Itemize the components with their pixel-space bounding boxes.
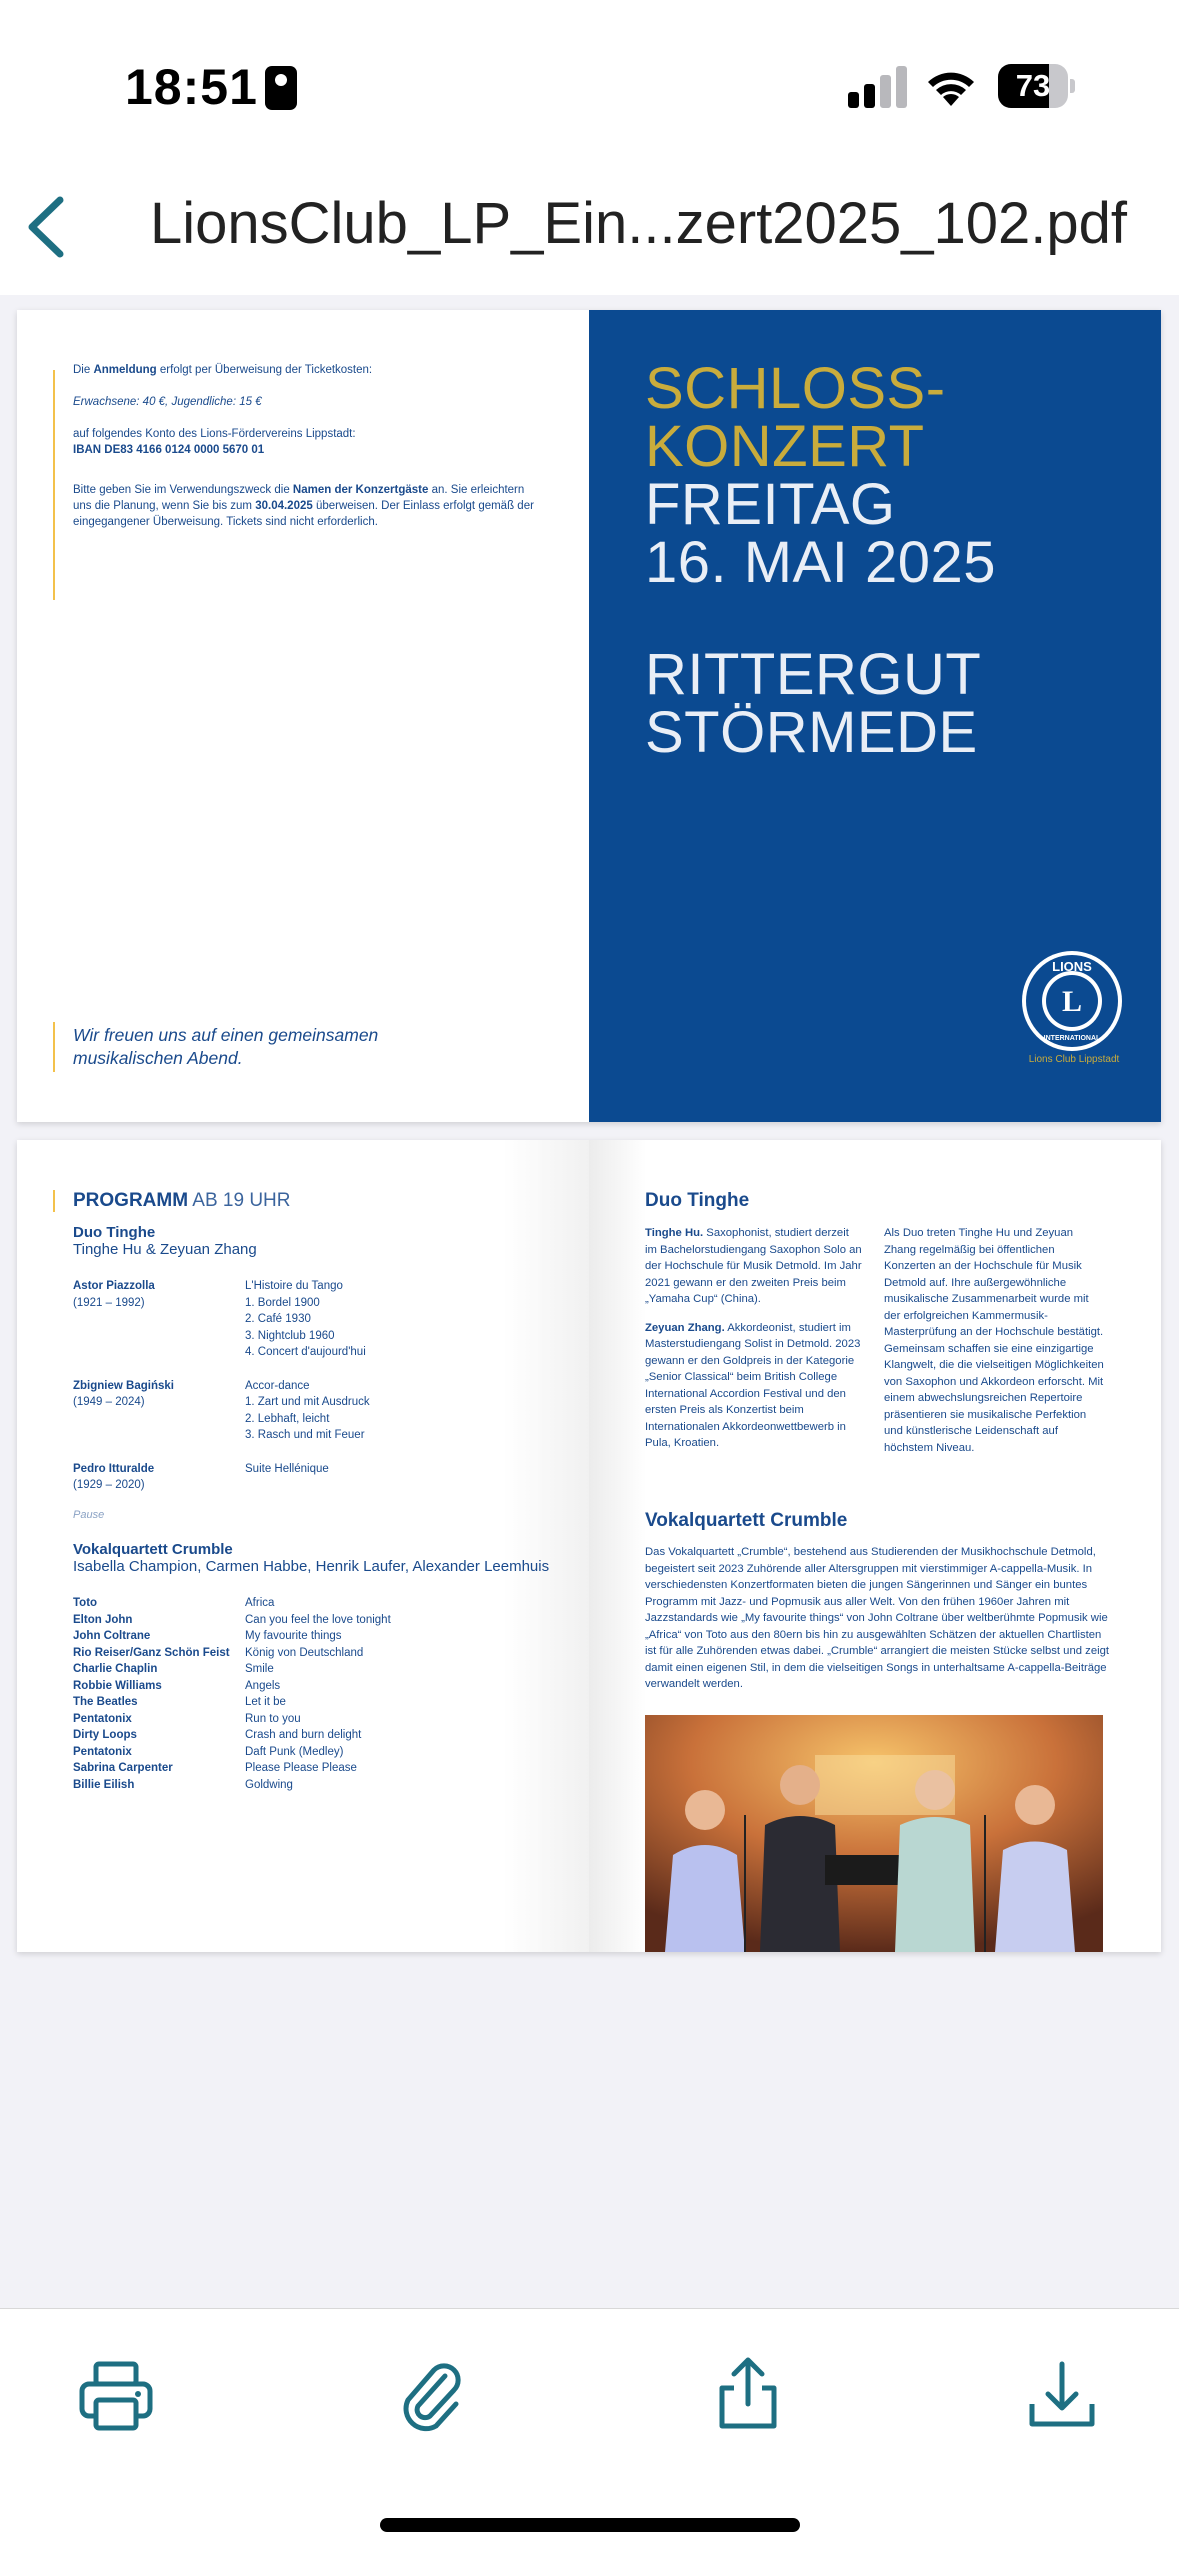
work-row bbox=[73, 1378, 573, 1461]
composer-name: Astor Piazzolla bbox=[73, 1280, 155, 1292]
song-artist: Elton John bbox=[73, 1613, 133, 1626]
club-name: Lions Club Lippstadt bbox=[1028, 1054, 1120, 1065]
duo-bio-title: Duo Tinghe bbox=[645, 1190, 750, 1211]
status-bar bbox=[0, 0, 1179, 150]
song-title: Goldwing bbox=[245, 1778, 293, 1791]
program-heading: PROGRAMM AB 19 UHR bbox=[73, 1190, 291, 1211]
songs-list bbox=[73, 1595, 573, 1793]
song-row bbox=[73, 1744, 573, 1761]
svg-text:INTERNATIONAL: INTERNATIONAL bbox=[1043, 1035, 1101, 1042]
song-row bbox=[73, 1645, 573, 1662]
song-artist: Charlie Chaplin bbox=[73, 1663, 158, 1675]
accent-line bbox=[53, 370, 55, 600]
song-row bbox=[73, 1678, 573, 1695]
page1-left-panel bbox=[17, 310, 589, 1122]
song-title: Angels bbox=[245, 1679, 281, 1692]
song-artist: Toto bbox=[73, 1597, 98, 1609]
song-title: König von Deutschland bbox=[245, 1646, 364, 1659]
work-title: 2. Café 1930 bbox=[245, 1313, 311, 1325]
wifi-icon bbox=[925, 62, 977, 108]
cover-date: 16. MAI 2025 bbox=[645, 530, 996, 595]
work-title: Accor-dance bbox=[245, 1379, 310, 1392]
song-row bbox=[73, 1777, 573, 1794]
song-row bbox=[73, 1760, 573, 1777]
svg-text:LIONS: LIONS bbox=[1052, 959, 1092, 974]
work-title: 3. Nightclub 1960 bbox=[245, 1329, 335, 1342]
song-artist: Rio Reiser/Ganz Schön Feist bbox=[73, 1646, 230, 1659]
pause-label: Pause bbox=[73, 1509, 105, 1521]
song-title: Let it be bbox=[245, 1696, 286, 1708]
cover-title-2: KONZERT bbox=[645, 414, 925, 479]
page1-cover-panel bbox=[589, 310, 1161, 1122]
work-title: Suite Hellénique bbox=[245, 1462, 329, 1475]
song-artist: The Beatles bbox=[73, 1696, 138, 1708]
quartet-photo bbox=[645, 1715, 1103, 1952]
song-artist: Pentatonix bbox=[73, 1745, 132, 1758]
composer-name: Pedro Itturalde bbox=[73, 1462, 155, 1475]
work-title: 1. Zart und mit Ausdruck bbox=[245, 1396, 370, 1408]
song-title: Africa bbox=[245, 1597, 275, 1609]
song-title: Please Please Please bbox=[245, 1762, 357, 1774]
cellular-signal-icon bbox=[848, 64, 908, 108]
pdf-page-1[interactable] bbox=[17, 310, 1161, 1122]
quartet-section: Vokalquartett Crumble Isabella Champion, Carmen Habbe, Henrik Laufer, Alexander Leemhuis bbox=[73, 1541, 550, 1575]
song-row bbox=[73, 1595, 573, 1612]
duo-section: Duo Tinghe Tinghe Hu & Zeyuan Zhang bbox=[73, 1224, 257, 1258]
duo-bio-col-1: Tinghe Hu. Saxophonist, studiert derzeit im Bachelorstudiengang Saxophon Solo an der Hochschule für Musik Detmold. Im Jahr 2021 gewann er den zweiten Preis beim „Yamaha Cup“ (China). Zeyuan Zhang. Akkordeonist, studiert im Masterstudiengang Solist in Detmold. 2023 gewann er den Goldpreis in der Kategorie „Senior Classical“ beim British College International Accordion Festival und den ersten Preis als Konzertist beim Internationalen Akkordeonwettbewerb in Pula, Kroatien. bbox=[645, 1227, 862, 1449]
lions-logo bbox=[1017, 947, 1127, 1055]
song-title: My favourite things bbox=[245, 1630, 342, 1642]
work-title: 2. Lebhaft, leicht bbox=[245, 1412, 330, 1425]
document-title: LionsClub_LP_Ein...zert2025_102.pdf bbox=[150, 191, 1128, 256]
song-artist: Dirty Loops bbox=[73, 1729, 137, 1741]
printer-icon[interactable] bbox=[76, 2354, 156, 2434]
work-title: L'Histoire du Tango bbox=[245, 1280, 343, 1292]
quartet-bio-text: Das Vokalquartett „Crumble“, bestehend aus Studierenden der Musikhochschule Detmold, begeistert seit 2023 Zuhörende aller Altersgruppen mit vierstimmiger A-cappella-Musik. In verschiedensten Konzertformaten bieten die jungen Sängerinnen und Sänger ein buntes Programm mit Jazz- und Popmusik aus aller Welt. Von den frühen 1960er Jahren mit Jazzstandards wie „My favourite things“ von John Coltrane über weltberühmte Popmusik wie „Africa“ von Toto aus den 80ern bis hin zu ausgewählten Schätzen der aktuellen Chartlisten ist für alle Zuhörenden etwas dabei. „Crumble“ arrangiert die meisten Stücke selbst und zeigt damit einen eigenen Stil, in dem die vielseitigen Songs in unterhaltsame A-cappella-Beiträge verwandelt werden. bbox=[645, 1546, 1110, 1690]
cover-title-1: SCHLOSS- bbox=[645, 356, 946, 421]
song-row bbox=[73, 1711, 573, 1728]
work-row bbox=[73, 1278, 573, 1378]
back-chevron-icon[interactable] bbox=[18, 192, 78, 262]
cover-venue-1: RITTERGUT bbox=[645, 642, 982, 707]
share-icon[interactable] bbox=[708, 2354, 788, 2434]
pdf-page-2[interactable] bbox=[17, 1140, 1161, 1952]
cover-day: FREITAG bbox=[645, 472, 896, 537]
accent-line bbox=[53, 1022, 55, 1072]
song-title: Daft Punk (Medley) bbox=[245, 1745, 344, 1758]
song-title: Run to you bbox=[245, 1712, 301, 1725]
focus-badge-icon bbox=[265, 66, 297, 110]
work-title: 3. Rasch und mit Feuer bbox=[245, 1429, 365, 1441]
navigation-bar bbox=[0, 150, 1179, 295]
closing-text: Wir freuen uns auf einen gemeinsamen musikalischen Abend. bbox=[73, 1025, 379, 1068]
work-title: 1. Bordel 1900 bbox=[245, 1296, 320, 1309]
registration-text: Die Anmeldung erfolgt per Überweisung der Ticketkosten: Erwachsene: 40 €, Jugendliche: 15 € auf folgendes Konto des Lions-Fördervereins Lippstadt: IBAN DE83 4166 0124 0000 5670 01 Bitte geben Sie im Verwendungszweck die Namen der Konzertgäste an. Sie erleichtern uns die Planung, wenn Sie bis zum 30.04.2025 überweisen. Der Einlass erfolgt gemäß der eingegangener Überweisung. Tickets sind nicht erforderlich. bbox=[73, 364, 534, 528]
duo-bio-col-2: Als Duo treten Tinghe Hu und Zeyuan Zhang regelmäßig bei öffentlichen Konzerten an der Hochschule für Musik Detmold auf. Ihre außergewöhnliche musikalische Zusammenarbeit wurde mit der erfolgreichen Kammermusik-Masterprüfung an der Hochschule bestätigt. Gemeinsam schaffen sie eine einzigartige Klangwelt, die die vielseitigen Möglichkeiten von Saxophon und Akkordeon erforscht. Mit einem abwechslungsreichen Repertoire präsentieren sie musikalische Perfektion und künstlerische Leidenschaft auf höchstem Niveau. bbox=[884, 1227, 1104, 1454]
page2-program-panel bbox=[17, 1140, 589, 1952]
song-title: Smile bbox=[245, 1663, 274, 1675]
works-list bbox=[73, 1278, 573, 1511]
accent-line bbox=[53, 1190, 55, 1212]
download-icon[interactable] bbox=[1022, 2354, 1102, 2434]
song-row bbox=[73, 1661, 573, 1678]
composer-years: (1921 – 1992) bbox=[73, 1296, 145, 1309]
song-row bbox=[73, 1628, 573, 1645]
page2-bio-panel bbox=[589, 1140, 1161, 1952]
song-artist: Sabrina Carpenter bbox=[73, 1762, 173, 1774]
song-title: Can you feel the love tonight bbox=[245, 1613, 391, 1626]
song-row bbox=[73, 1727, 573, 1744]
song-artist: Pentatonix bbox=[73, 1712, 132, 1725]
svg-text:L: L bbox=[1061, 985, 1083, 1018]
song-artist: Robbie Williams bbox=[73, 1679, 162, 1692]
home-indicator[interactable] bbox=[380, 2518, 800, 2532]
song-row bbox=[73, 1694, 573, 1711]
song-artist: Billie Eilish bbox=[73, 1778, 135, 1791]
composer-name: Zbigniew Bagiński bbox=[73, 1379, 174, 1392]
song-title: Crash and burn delight bbox=[245, 1729, 362, 1741]
work-title: 4. Concert d'aujourd'hui bbox=[245, 1346, 366, 1358]
battery-icon bbox=[998, 64, 1074, 108]
paperclip-icon[interactable] bbox=[390, 2354, 470, 2434]
status-time: 18:51 bbox=[125, 59, 258, 115]
song-artist: John Coltrane bbox=[73, 1630, 151, 1642]
song-row bbox=[73, 1612, 573, 1629]
quartet-bio-title: Vokalquartett Crumble bbox=[645, 1510, 848, 1531]
composer-years: (1929 – 2020) bbox=[73, 1479, 145, 1491]
battery-level: 73 bbox=[1015, 68, 1051, 103]
work-row bbox=[73, 1461, 573, 1511]
cover-venue-2: STÖRMEDE bbox=[645, 700, 978, 765]
composer-years: (1949 – 2024) bbox=[73, 1396, 145, 1408]
